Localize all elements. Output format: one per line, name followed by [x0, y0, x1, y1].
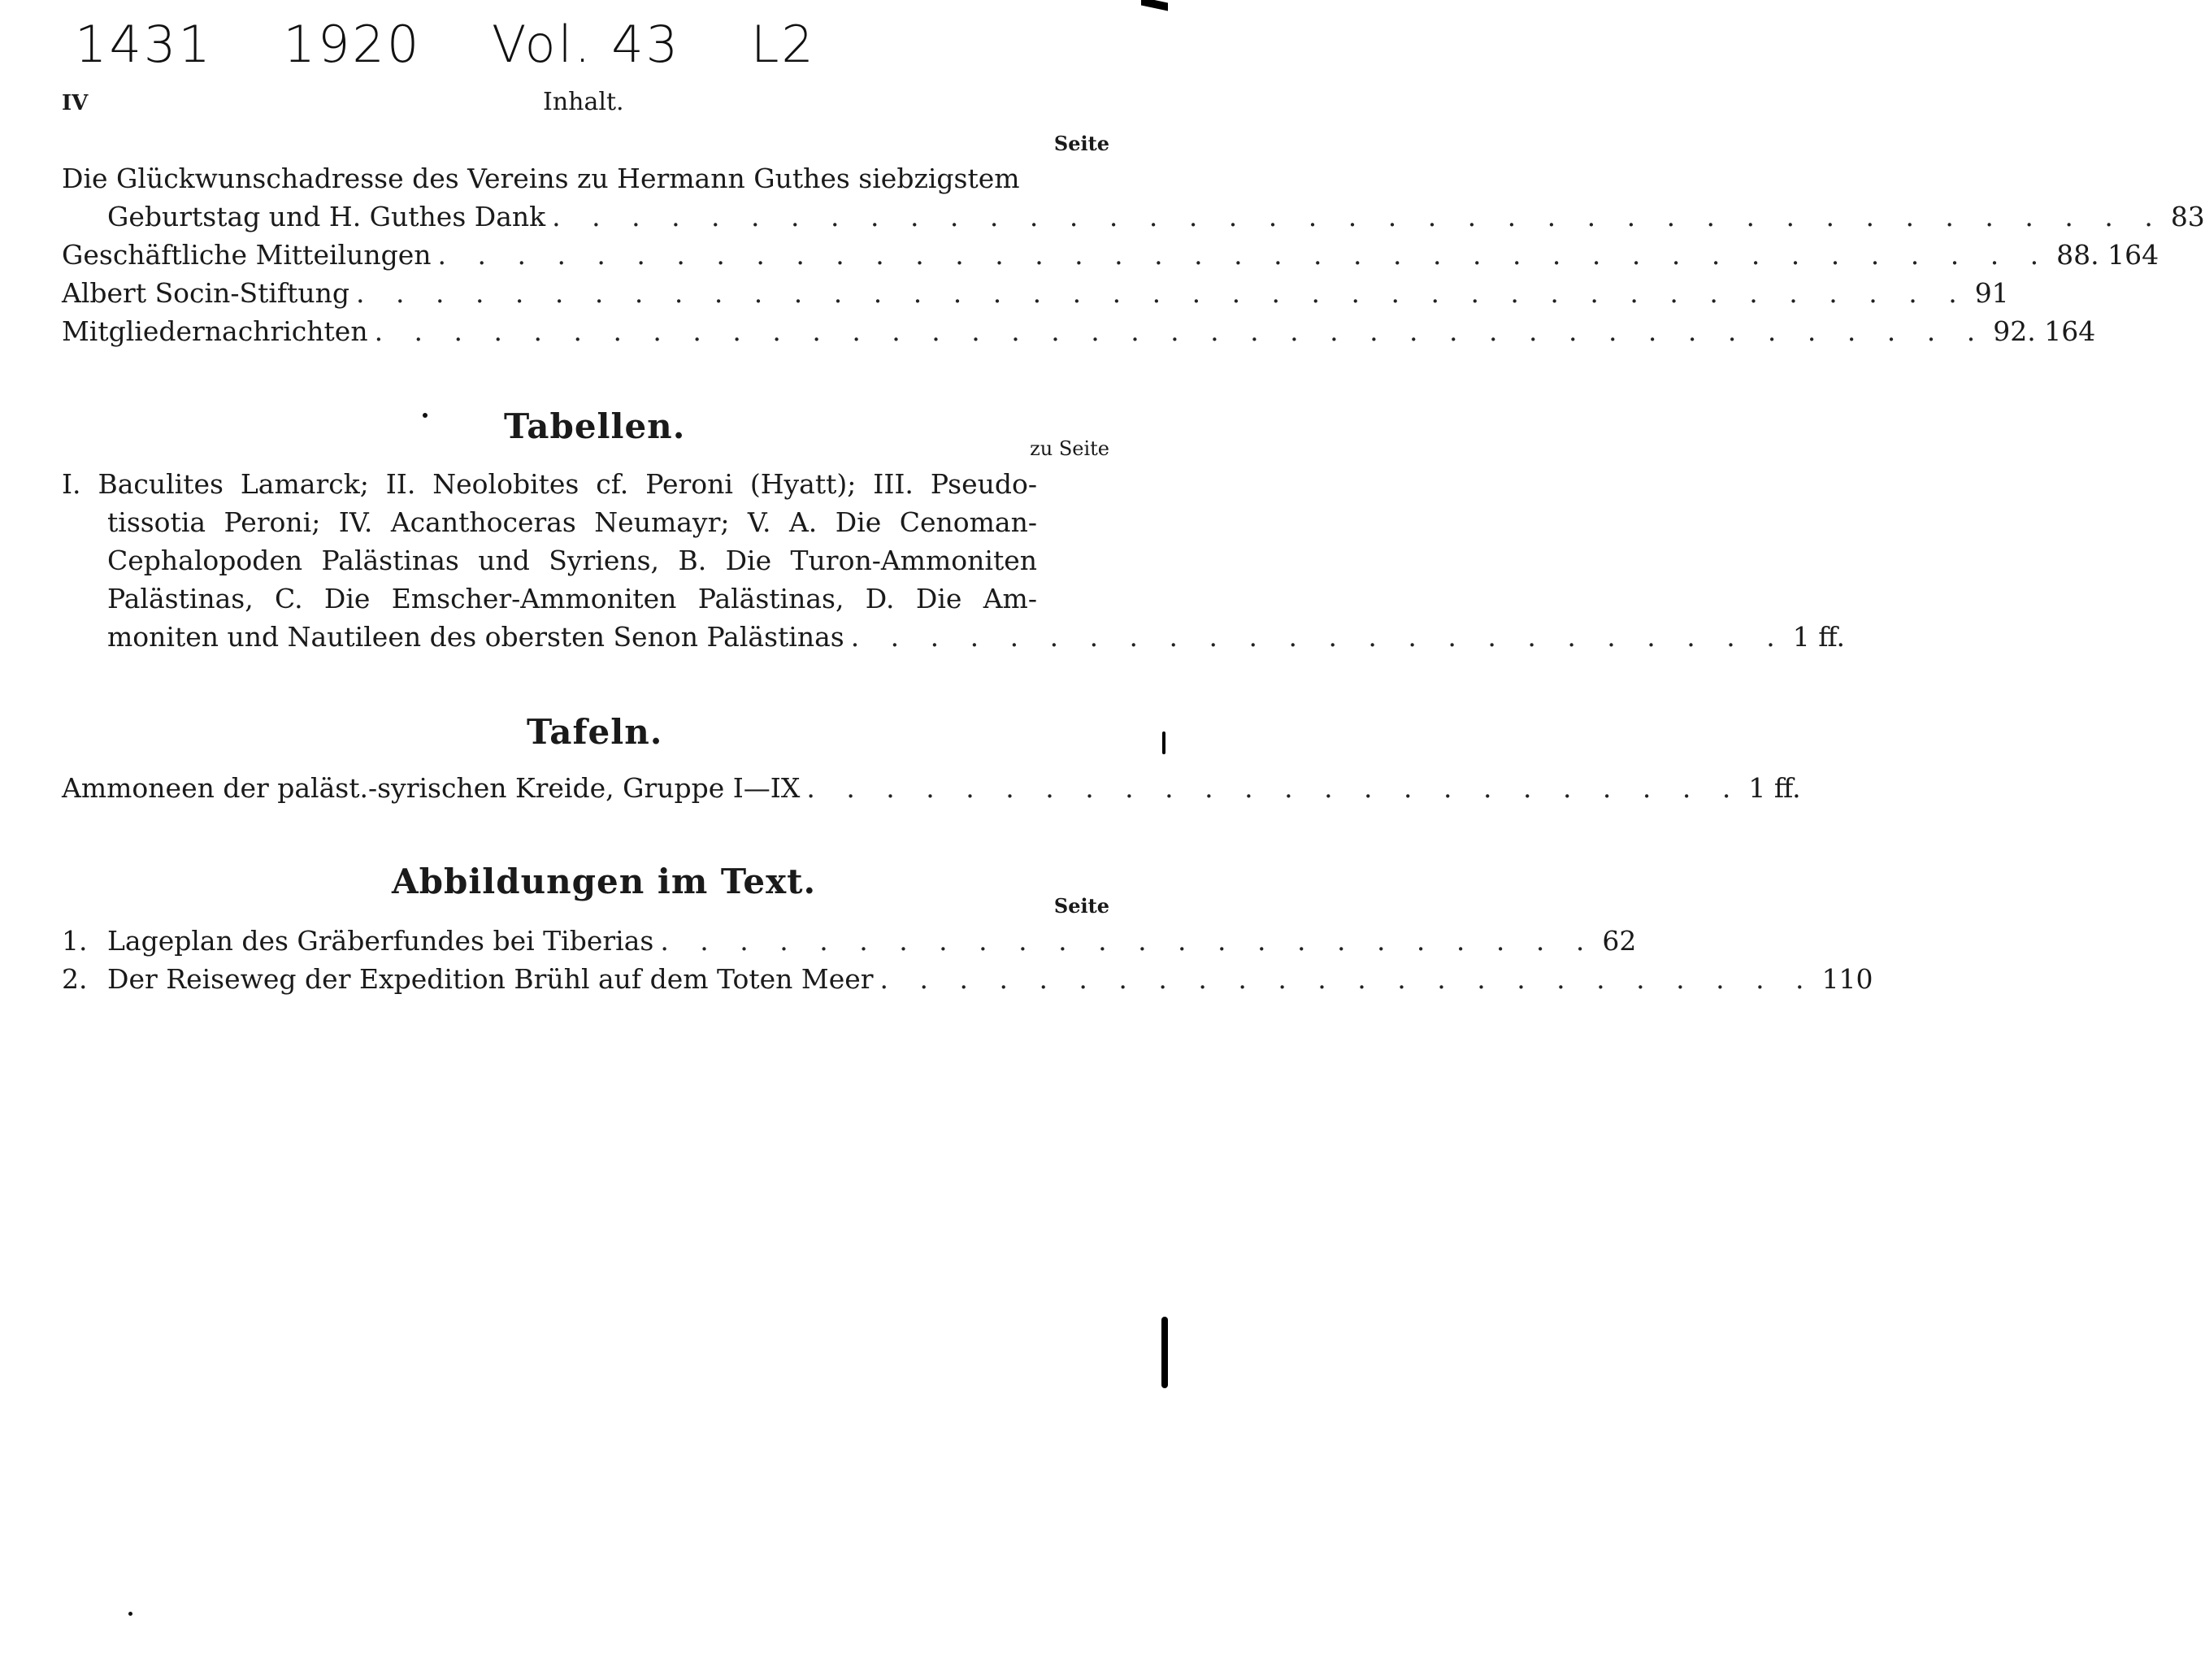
zu-seite-column-label: zu Seite [1030, 437, 1109, 460]
tafeln-entry [62, 769, 1801, 807]
page-number: IV [62, 91, 89, 115]
entry-page: 1 ff. [1748, 772, 1801, 804]
handwritten-shelf-mark [75, 15, 816, 74]
entry-page: 110 [1821, 963, 1873, 995]
dot-leader: . . . . . . . . . . . . . . . . . . . . . . . . . . . . . . . . . . . . . . . . . [356, 277, 1968, 309]
entry-title: Ammoneen der paläst.-syrischen Kreide, Gruppe I—IX [62, 772, 801, 804]
tabellen-line: tissotia Peroni; IV. Acanthoceras Neumayr; V. A. Die Cenoman- [107, 506, 1037, 538]
dot-leader: . . . . . . . . . . . . . . . . . . . . . . . . [806, 772, 1743, 804]
page-edge-shadow [1162, 731, 1165, 754]
entry-number: 1. [62, 925, 88, 957]
dot-leader: . . . . . . . . . . . . . . . . . . . . . . . . . . . . . . . . . . . . . . . . . [437, 239, 2051, 271]
entry-title: Geschäftliche Mitteilungen [62, 239, 432, 271]
entry-page: 62 [1602, 925, 1637, 957]
entry-title: Lageplan des Gräberfundes bei Tiberias [107, 925, 654, 957]
tabellen-entry [62, 465, 1845, 656]
page-edge-shadow [1161, 1317, 1168, 1388]
entry-title: Mitgliedernachrichten [62, 315, 368, 347]
section-title-abbildungen: Abbildungen im Text. [392, 862, 817, 901]
tabellen-line: moniten und Nautileen des obersten Senon Palästinas [107, 621, 844, 653]
contents-entry-socin-stiftung [62, 274, 2009, 312]
tabellen-line: Cephalopoden Palästinas und Syriens, B. Die Turon-Ammoniten [107, 545, 1037, 576]
dot-leader: . . . . . . . . . . . . . . . . . . . . . . . . [660, 925, 1596, 957]
scan-speck [423, 413, 428, 418]
contents-entry-geschaeftliche [62, 236, 2159, 274]
contents-entry-glueckwunschadresse [62, 159, 2205, 236]
abbildung-entry-1 [62, 922, 1637, 960]
dot-leader: . . . . . . . . . . . . . . . . . . . . . . . . . . . . . . . . . . . . . . . . . [552, 201, 2164, 232]
dot-leader: . . . . . . . . . . . . . . . . . . . . . . . . [850, 621, 1786, 653]
section-title-tabellen: Tabellen. [504, 406, 686, 446]
seite-column-label: Seite [1053, 894, 1109, 918]
contents-entry-mitgliedernachrichten [62, 312, 2096, 350]
entry-page: 83 [2170, 201, 2205, 232]
running-head: Inhalt. [543, 88, 624, 116]
entry-page: 91 [1974, 277, 2009, 309]
entry-page: 88. 164 [2056, 239, 2159, 271]
abbildung-entry-2 [62, 960, 1873, 998]
scan-speck [128, 1612, 132, 1616]
entry-title: Der Reiseweg der Expedition Brühl auf dem Toten Meer [107, 963, 874, 995]
handwritten-year: 1920 [283, 15, 422, 74]
seite-column-label: Seite [1053, 132, 1109, 155]
entry-title: Albert Socin-Stiftung [62, 277, 350, 309]
handwritten-code: L2 [750, 15, 816, 74]
dot-leader: . . . . . . . . . . . . . . . . . . . . . . . . [879, 963, 1816, 995]
entry-number: 2. [62, 963, 88, 995]
entry-line: Die Glückwunschadresse des Vereins zu Hermann Guthes siebzigstem [62, 163, 1020, 194]
entry-line: Geburtstag und H. Guthes Dank [107, 201, 546, 232]
handwritten-volume: Vol. 43 [492, 15, 681, 74]
dot-leader: . . . . . . . . . . . . . . . . . . . . . . . . . . . . . . . . . . . . . . . . . [374, 315, 1987, 347]
tabellen-line: I. Baculites Lamarck; II. Neolobites cf. Peroni (Hyatt); III. Pseudo- [62, 468, 1037, 500]
entry-page: 1 ff. [1792, 621, 1845, 653]
section-title-tafeln: Tafeln. [527, 712, 663, 752]
entry-page: 92. 164 [1993, 315, 2096, 347]
handwritten-number: 1431 [75, 15, 213, 74]
page-edge-shadow [1141, 0, 1168, 11]
tabellen-line: Palästinas, C. Die Emscher-Ammoniten Palästinas, D. Die Am- [107, 583, 1037, 614]
